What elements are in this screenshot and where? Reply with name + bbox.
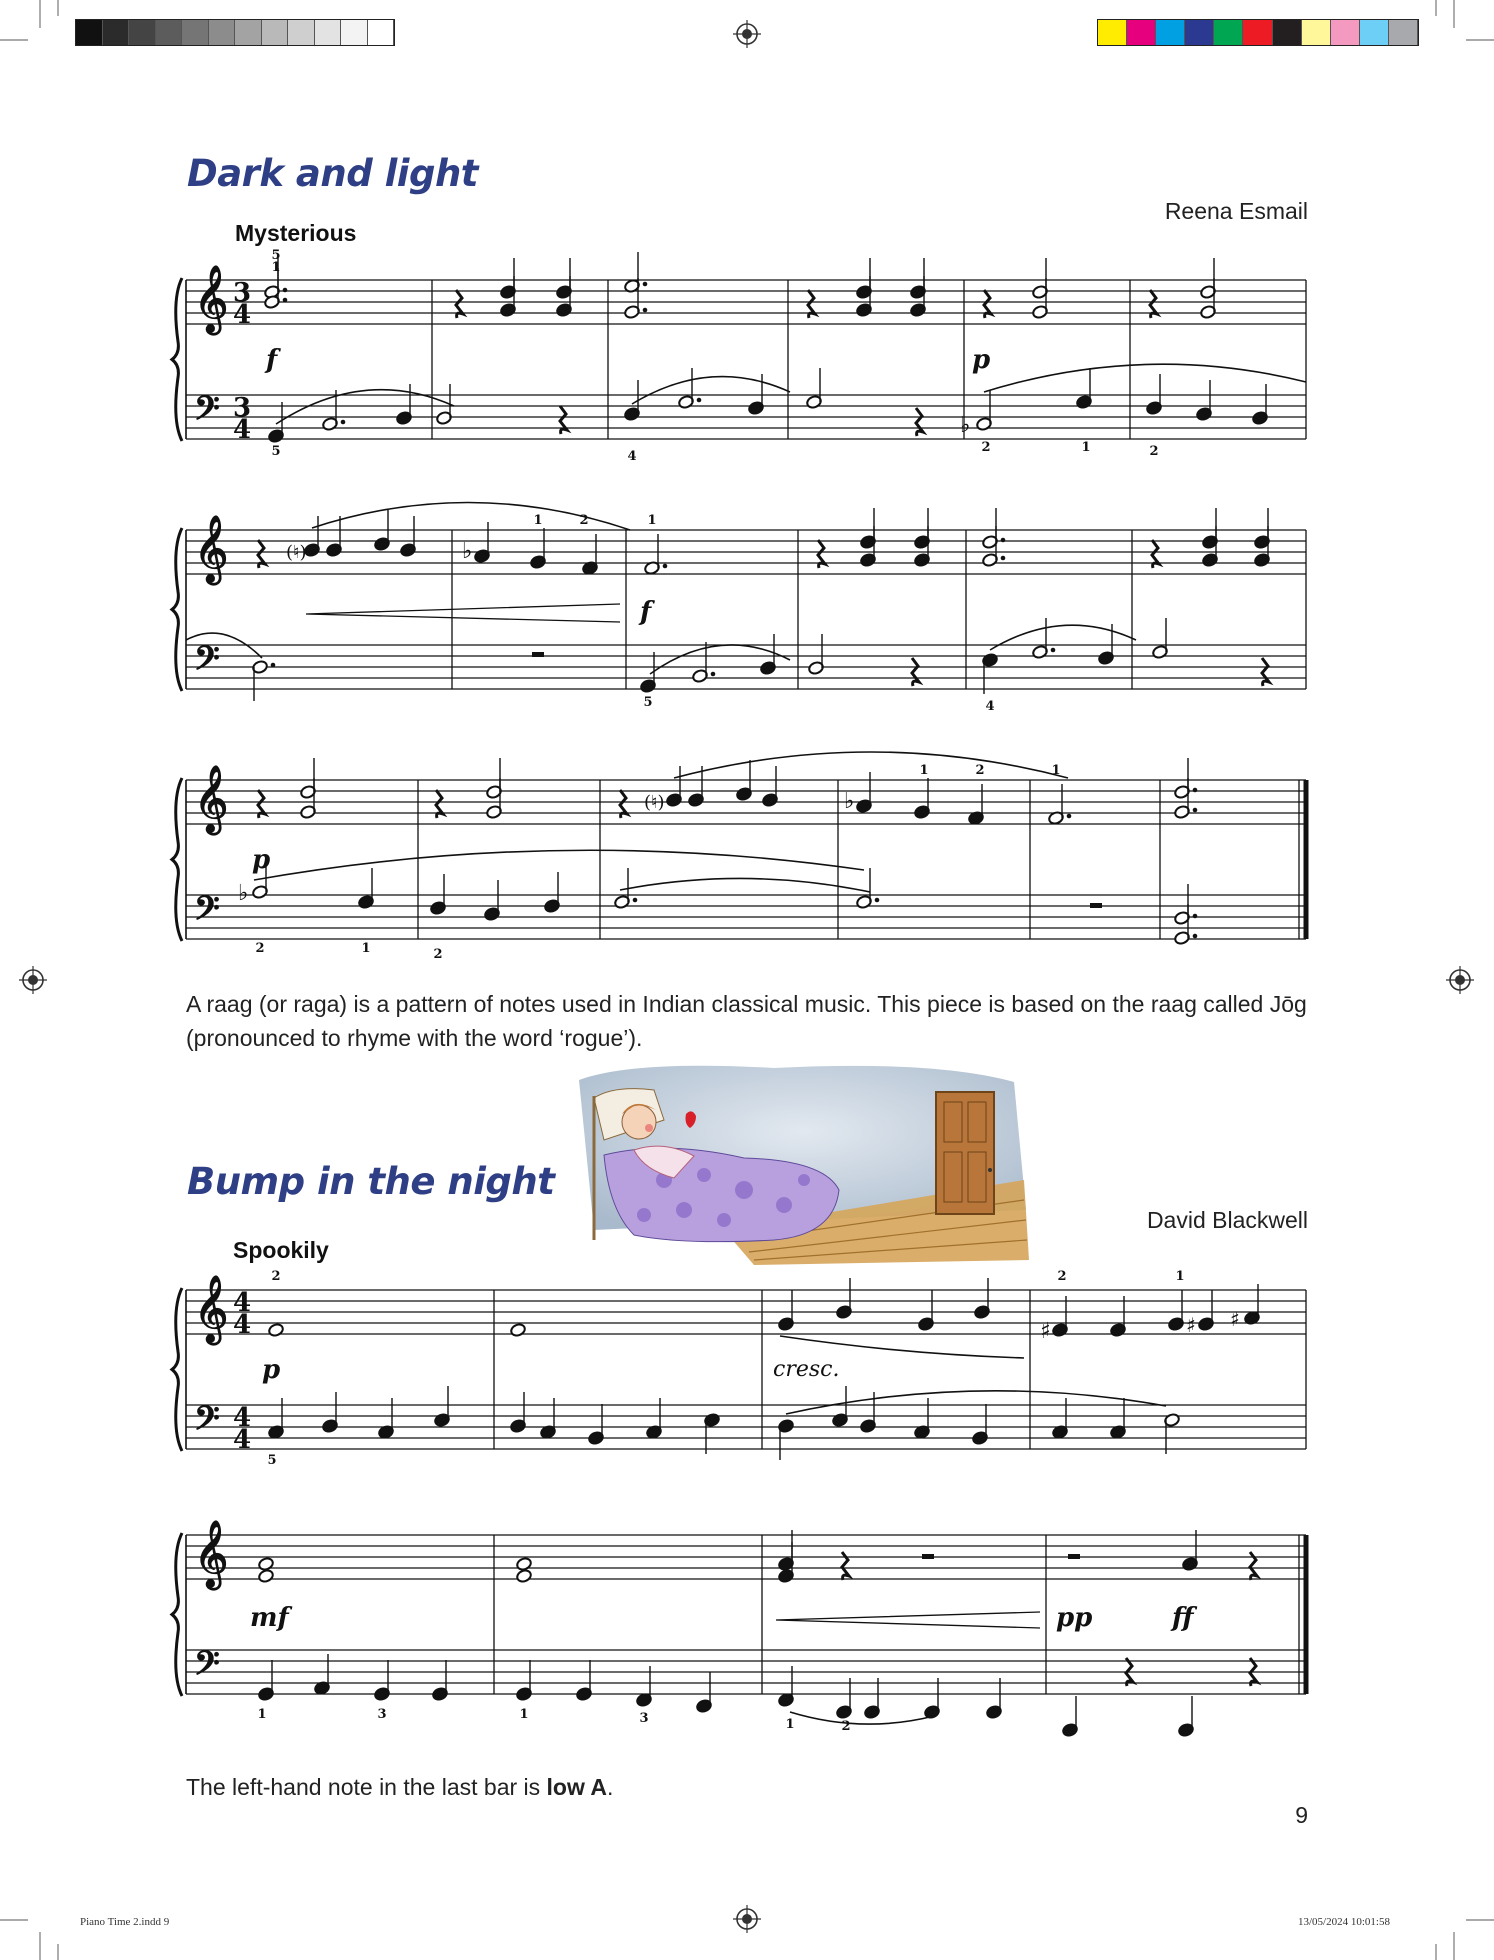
page-number: 9 [1295, 1802, 1308, 1828]
flat-sign: ♭ [238, 881, 249, 906]
bass-clef-icon: 𝄢 [194, 640, 220, 686]
slur [780, 1336, 1024, 1358]
piece-title: Bump in the night [187, 1160, 555, 1203]
time-signature: 4 [233, 1288, 252, 1318]
treble-clef-icon: 𝄞 [194, 1519, 229, 1587]
fingering: 1 [1051, 763, 1061, 778]
fingering: 3 [639, 1711, 649, 1726]
note-head [258, 1569, 275, 1584]
fingering: 2 [433, 947, 443, 962]
fingering: 1 [919, 763, 929, 778]
fingering: 2 [579, 513, 589, 528]
bass-clef-icon: 𝄢 [194, 890, 220, 936]
slur [790, 1712, 934, 1724]
natural-sign: (♮) [644, 792, 665, 813]
note-head [510, 1323, 527, 1338]
fingering: 2 [975, 763, 985, 778]
fingering: 1 [519, 1707, 529, 1722]
fingering: 2 [981, 440, 991, 455]
sharp-sign: ♯ [1230, 1307, 1240, 1331]
fingering: 2 [271, 1269, 281, 1284]
note-head [516, 1569, 533, 1584]
fingering: 5 [643, 695, 653, 710]
sharp-sign: ♯ [1186, 1313, 1196, 1337]
fingering: 1 [1081, 440, 1091, 455]
dynamic-marking: p [262, 1355, 281, 1385]
fingering: 4 [627, 449, 637, 464]
footer-timestamp: 13/05/2024 10:01:58 [1298, 1916, 1390, 1928]
piece-note [186, 1770, 1308, 1804]
fingering: 3 [377, 1707, 387, 1722]
piece-note: A raag (or raga) is a pattern of notes used in Indian classical music. This piece is based on the raag called Jōg (pronounced to rhyme with the word ‘rogue’). [186, 991, 1307, 1051]
slur [786, 1391, 1166, 1414]
piece-title: Dark and light [187, 152, 478, 195]
piece-note-suffix: . [607, 1774, 614, 1800]
note-head [268, 1323, 285, 1338]
fingering: 1 [361, 941, 371, 956]
flat-sign: ♭ [960, 413, 971, 438]
dynamic-marking: pp [1056, 1603, 1093, 1633]
bass-clef-icon: 𝄢 [194, 1645, 220, 1691]
fingering: 4 [985, 699, 995, 714]
composer-name: David Blackwell [1146, 1207, 1308, 1233]
half-rest [1068, 1554, 1080, 1559]
decrescendo-hairpin [776, 1612, 1040, 1628]
time-signature: 4 [233, 1310, 252, 1340]
flat-sign: ♭ [844, 789, 855, 814]
sharp-sign: ♯ [1040, 1319, 1051, 1344]
note-head [258, 1557, 275, 1572]
flat-sign: ♭ [462, 539, 473, 564]
time-signature: 3 [233, 278, 252, 308]
fingering: 5 [271, 444, 281, 459]
half-rest [922, 1554, 934, 1559]
dynamic-marking: f [640, 597, 652, 627]
bass-clef-icon: 𝄢 [194, 390, 220, 436]
fingering: 5 [267, 1453, 277, 1468]
quarter-rest [1250, 1552, 1257, 1580]
tempo-marking: Spookily [233, 1237, 329, 1263]
brace [172, 1533, 182, 1696]
fingering: 2 [1057, 1269, 1067, 1284]
brace [172, 1288, 182, 1451]
dynamic-marking: ff [1172, 1603, 1194, 1633]
tempo-marking: Mysterious [235, 220, 357, 246]
fingering: 1 [785, 1717, 795, 1732]
dynamic-marking: p [252, 845, 271, 875]
footer-file-name: Piano Time 2.indd 9 [80, 1916, 170, 1928]
fingering: 5 [271, 248, 281, 263]
dynamic-marking: mf [250, 1603, 289, 1633]
quarter-rest [842, 1552, 849, 1580]
composer-name: Reena Esmail [1164, 198, 1308, 224]
fingering: 1 [1175, 1269, 1185, 1284]
expression-text: cresc. [773, 1357, 840, 1382]
fingering: 1 [533, 513, 543, 528]
time-signature: 4 [233, 1425, 252, 1455]
treble-clef-icon: 𝄞 [194, 764, 229, 832]
natural-sign: (♮) [286, 542, 307, 563]
bass-clef-icon: 𝄢 [194, 1400, 220, 1446]
dynamic-marking: f [266, 345, 278, 375]
fingering: 1 [647, 513, 657, 528]
time-signature: 4 [233, 1403, 252, 1433]
time-signature: 4 [233, 300, 252, 330]
fingering: 2 [255, 941, 265, 956]
treble-clef-icon: 𝄞 [194, 264, 229, 332]
fingering: 1 [271, 260, 281, 275]
piece-note-bold: low A [546, 1774, 608, 1800]
fingering: 2 [841, 1719, 851, 1734]
fingering: 1 [257, 1707, 267, 1722]
piece-note-text: The left-hand note in the last bar is [186, 1774, 547, 1800]
time-signature: 3 [233, 393, 252, 423]
treble-clef-icon: 𝄞 [194, 514, 229, 582]
time-signature: 4 [233, 415, 252, 445]
treble-clef-icon: 𝄞 [194, 1274, 229, 1342]
fingering: 2 [1149, 444, 1159, 459]
dynamic-marking: p [972, 345, 991, 375]
note-head [516, 1557, 533, 1572]
